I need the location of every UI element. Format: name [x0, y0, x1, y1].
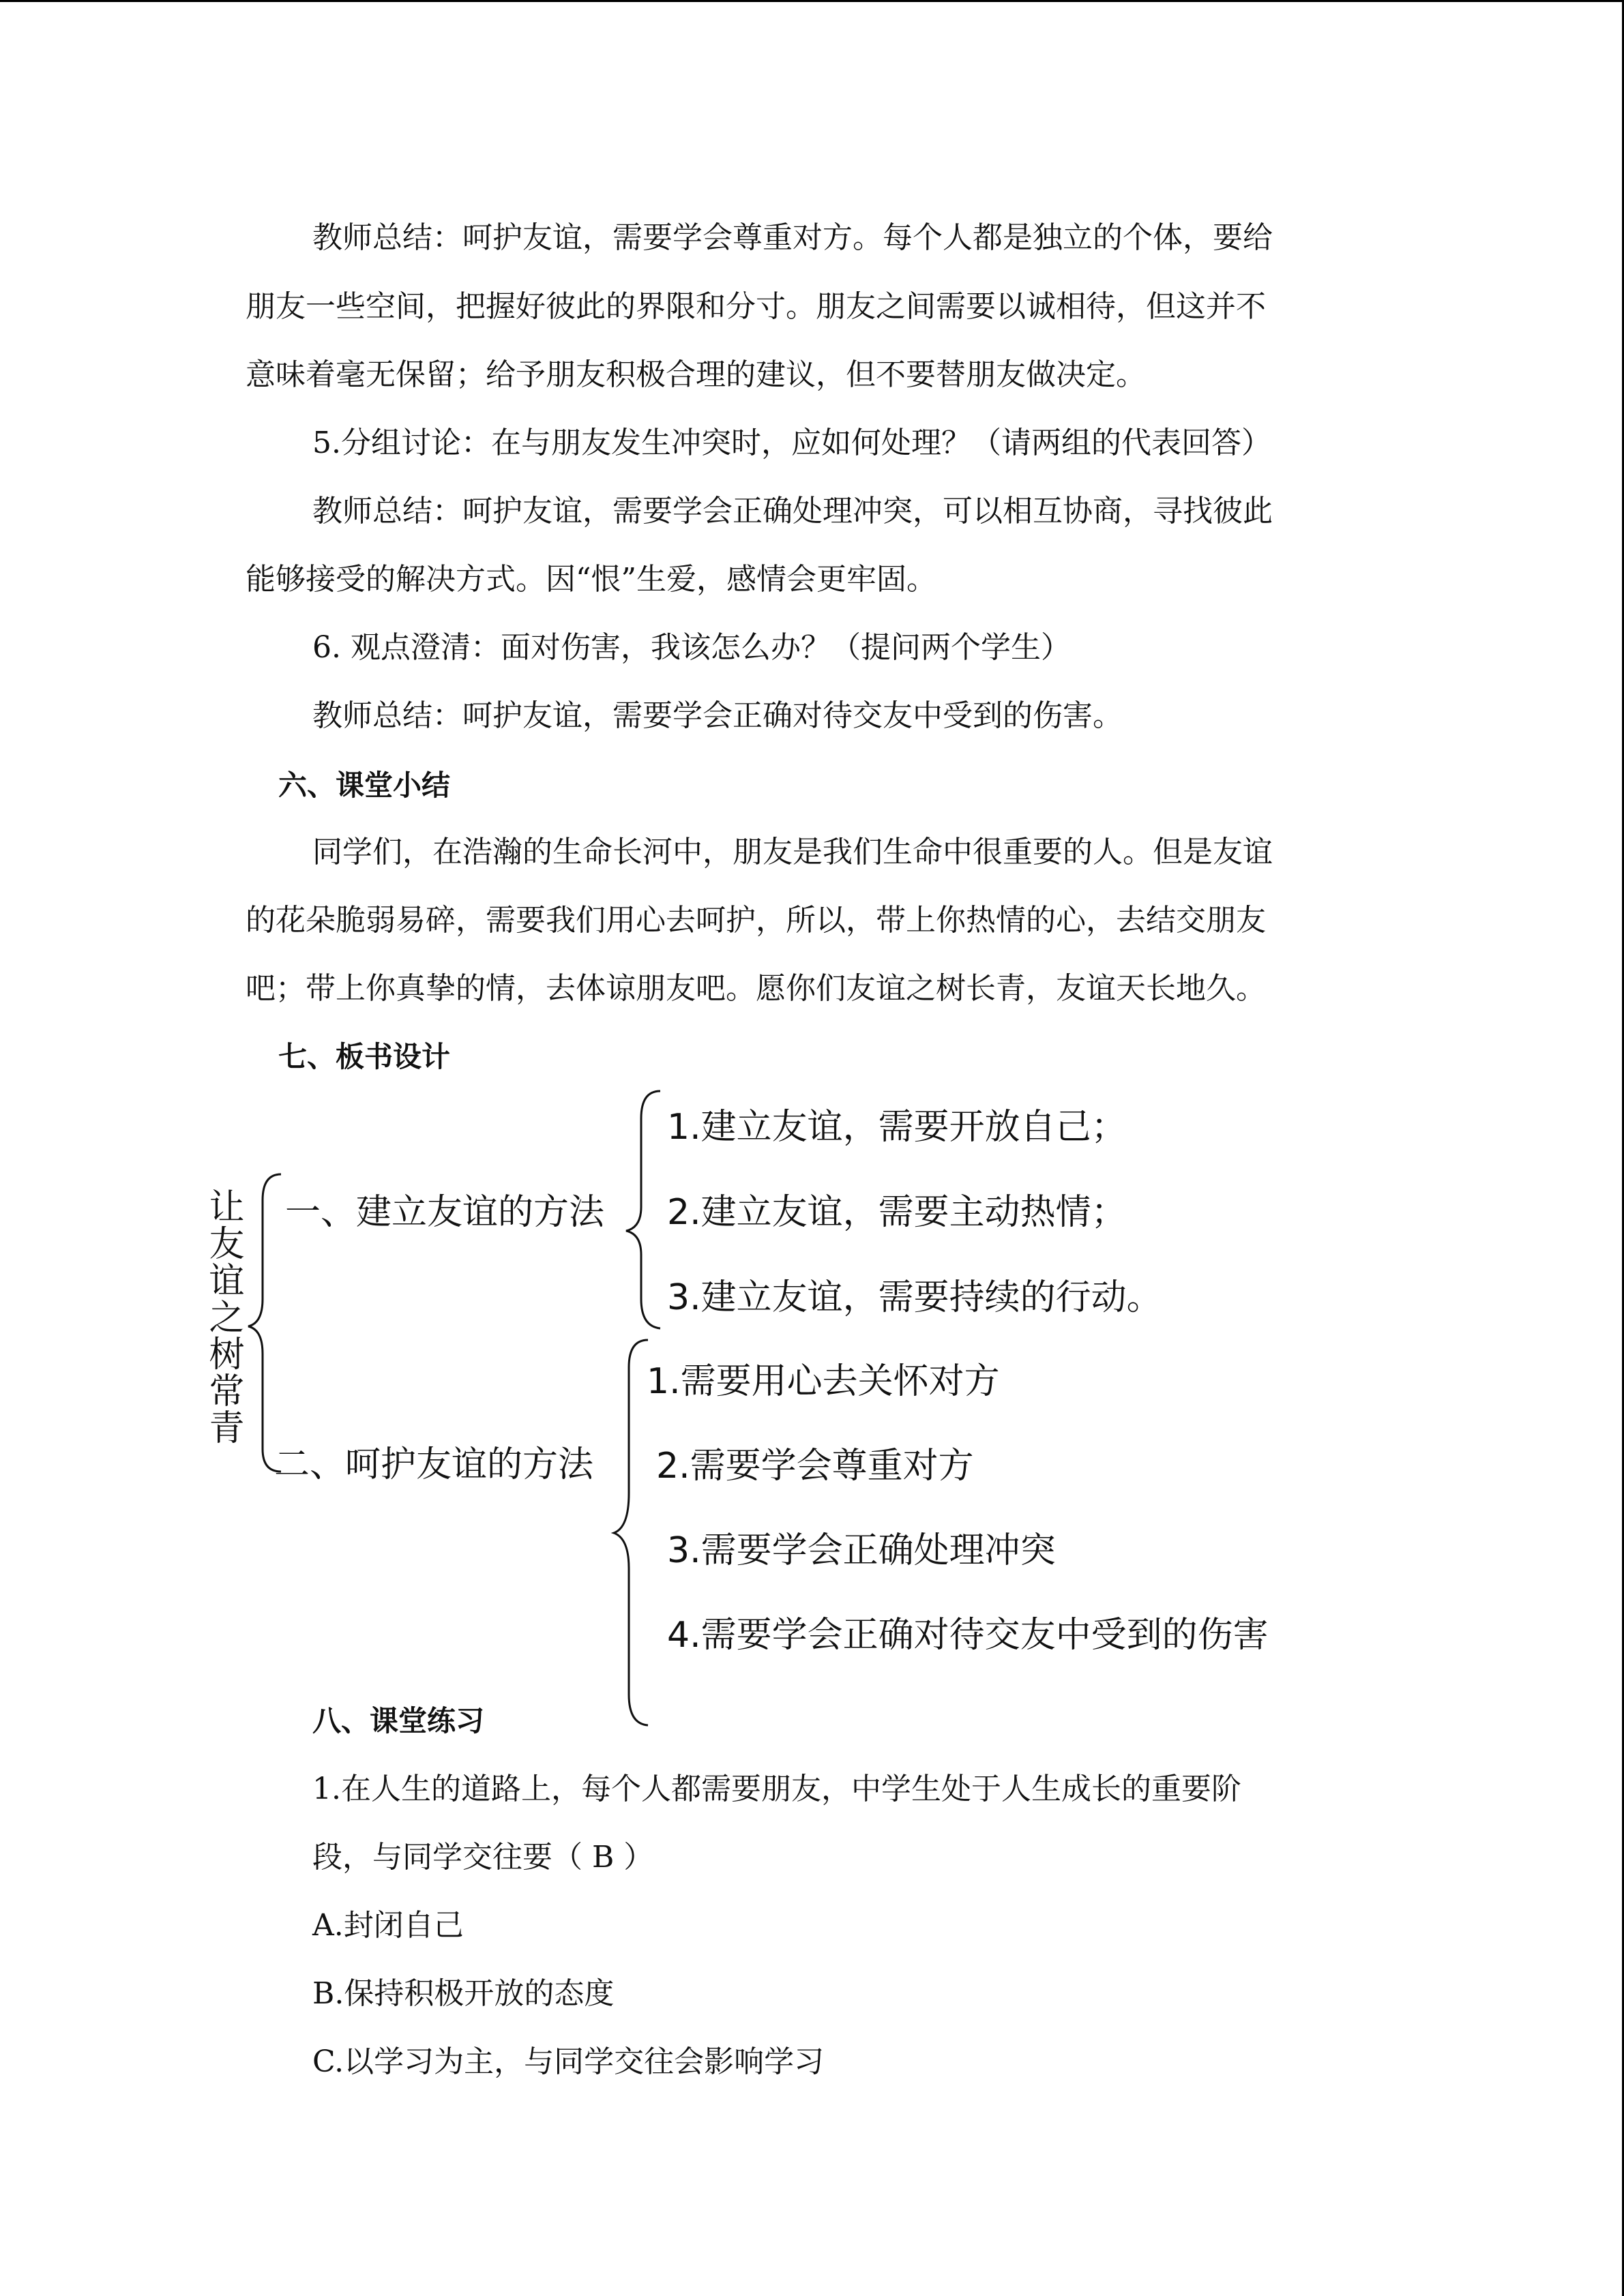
branch-item: 4.需要学会正确对待交友中受到的伤害 — [667, 1615, 1269, 1656]
section-heading-board-design: 七、板书设计 — [278, 1040, 451, 1073]
section-heading-exercise: 八、课堂练习 — [312, 1704, 485, 1738]
branch-item: 2.建立友谊，需要主动热情； — [667, 1192, 1127, 1233]
paragraph-line: 朋友一些空间，把握好彼此的界限和分寸。朋友之间需要以诚相待，但这并不 — [246, 289, 1266, 324]
paragraph-line: 5.分组讨论：在与朋友发生冲突时，应如何处理？（请两组的代表回答） — [312, 426, 1271, 460]
board-title-vertical: 让友谊之树常青 — [203, 1188, 243, 1446]
paragraph-line: 教师总结：呵护友谊，需要学会正确处理冲突，可以相互协商，寻找彼此 — [312, 494, 1273, 528]
paragraph-line: 同学们，在浩瀚的生命长河中，朋友是我们生命中很重要的人。但是友谊 — [312, 835, 1273, 869]
question-line: 段，与同学交往要（ B ） — [312, 1840, 654, 1875]
option-c: C.以学习为主，与同学交往会影响学习 — [312, 2044, 825, 2079]
branch1-brace — [626, 1091, 660, 1328]
paragraph-line: 教师总结：呵护友谊，需要学会正确对待交友中受到的伤害。 — [312, 698, 1123, 733]
section-heading-summary: 六、课堂小结 — [278, 769, 451, 802]
branch-item: 2.需要学会尊重对方 — [656, 1446, 974, 1487]
main-brace — [248, 1174, 281, 1472]
option-a: A.封闭自己 — [312, 1908, 464, 1943]
question-line: 1.在人生的道路上，每个人都需要朋友，中学生处于人生成长的重要阶 — [312, 1772, 1241, 1806]
paragraph-line: 的花朵脆弱易碎，需要我们用心去呵护，所以，带上你热情的心，去结交朋友 — [246, 903, 1266, 938]
branch-item: 1.需要用心去关怀对方 — [647, 1361, 1000, 1402]
branch-item: 3.需要学会正确处理冲突 — [667, 1530, 1056, 1571]
paragraph-line: 吧；带上你真挚的情，去体谅朋友吧。愿你们友谊之树长青，友谊天长地久。 — [246, 971, 1266, 1006]
branch-label-protect: 二、呵护友谊的方法 — [274, 1444, 594, 1485]
branch2-brace — [614, 1340, 648, 1725]
branch-item: 3.建立友谊，需要持续的行动。 — [667, 1277, 1162, 1318]
branch-item: 1.建立友谊，需要开放自己； — [667, 1107, 1127, 1148]
paragraph-line: 6. 观点澄清：面对伤害，我该怎么办？（提问两个学生） — [312, 630, 1071, 665]
option-b: B.保持积极开放的态度 — [312, 1976, 615, 2011]
paragraph-line: 意味着毫无保留；给予朋友积极合理的建议，但不要替朋友做决定。 — [246, 357, 1146, 392]
branch-label-build: 一、建立友谊的方法 — [285, 1192, 605, 1233]
paragraph-line: 教师总结：呵护友谊，需要学会尊重对方。每个人都是独立的个体，要给 — [312, 220, 1273, 255]
paragraph-line: 能够接受的解决方式。因“恨”生爱，感情会更牢固。 — [246, 562, 936, 597]
